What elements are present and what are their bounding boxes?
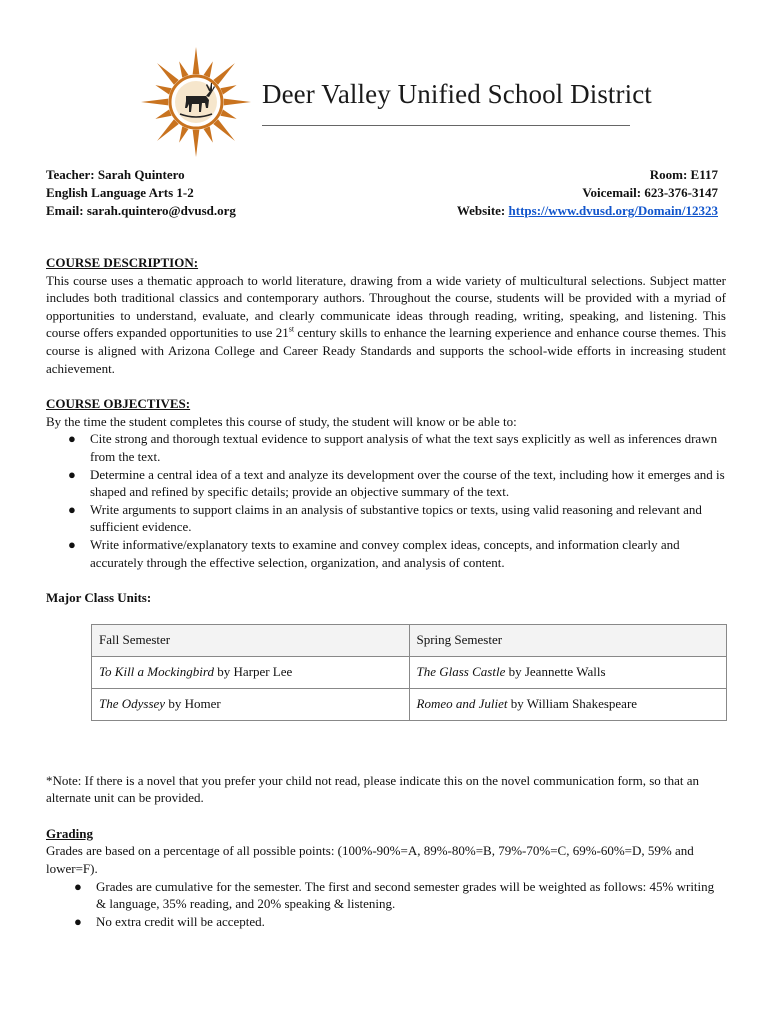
contact-info [457, 166, 718, 220]
table-row [92, 656, 727, 688]
course-description-text-part2: century skills to enhance the learning experience and enhance course themes. This course is aligned with Arizona College and Career Ready Standards and supports the school-wide efforts in increasing student achievement. [46, 325, 727, 376]
teacher-info [46, 166, 236, 220]
spring-unit-author: by Jeannette Walls [505, 664, 606, 680]
ordinal-suffix: st [288, 325, 295, 335]
course-description-text-part1: This course uses a thematic approach to world literature, drawing from a wide variety of multicultural selections. Subject matter includes both traditional classics and contemporary authors. Throughout the course, students will be provided with a myriad of opportunities to understand, evaluate, and clearly communicate ideas through reading, writing, speaking, and listening. This course offers expanded opportunities to use 21 [46, 272, 726, 341]
fall-unit-cell [92, 656, 410, 688]
objective-text: Determine a central idea of a text and analyze its development over the course of the text, including how it emerges and is shaped and refined by specific details; provide an objective summary of the text. [90, 466, 725, 500]
spring-unit-title: Romeo and Juliet [416, 696, 508, 712]
website-label: Website: [456, 203, 509, 218]
sun-ray-icon [224, 99, 251, 106]
district-logo [140, 46, 652, 158]
fall-semester-header: Fall Semester [92, 624, 410, 656]
sun-ray-icon [179, 61, 188, 77]
course-description-heading: COURSE DESCRIPTION: [46, 255, 199, 270]
sun-deer-logo-icon [140, 46, 252, 158]
spring-unit-author: by William Shakespeare [507, 696, 638, 712]
bullet-icon: ● [68, 536, 76, 552]
header-divider [262, 125, 630, 126]
grading-list [46, 878, 726, 931]
bullet-icon: ● [68, 501, 76, 517]
sun-ray-icon [213, 63, 235, 85]
sun-ray-icon [157, 63, 179, 85]
objective-item [46, 466, 726, 501]
course-name: English Language Arts 1-2 [46, 185, 194, 200]
table-row [92, 688, 727, 720]
units-table [91, 624, 727, 721]
spring-unit-title: The Glass Castle [416, 664, 506, 680]
units-table-header-row [92, 624, 727, 656]
novel-note: *Note: If there is a novel that you prefer your child not read, please indicate this on the novel communication form, so that an alternate unit can be provided. [46, 772, 700, 806]
course-description-text [46, 272, 726, 378]
bullet-icon: ● [68, 431, 76, 447]
grading-intro: Grades are based on a percentage of all possible points: (100%-90%=A, 89%-80%=B, 79%-70%=C, 69%-60%=D, 59% and lower=F). [46, 843, 694, 877]
bullet-icon: ● [74, 913, 82, 929]
spring-semester-header: Spring Semester [409, 624, 727, 656]
sun-ray-icon [157, 119, 179, 141]
website-link[interactable]: https://www.dvusd.org/Domain/12323 [508, 203, 718, 218]
objective-item [46, 430, 726, 465]
sun-ray-icon [204, 126, 213, 142]
bullet-icon: ● [68, 466, 76, 482]
grading-item [46, 878, 726, 913]
sun-ray-icon [220, 110, 236, 119]
teacher-email-line [46, 202, 236, 220]
bullet-icon: ● [74, 878, 82, 894]
main-content [46, 254, 726, 930]
grading-text: Grades are cumulative for the semester. The first and second semester grades will be weighted as follows: 45% writing & language, 35% reading, and 20% speaking & listening. [96, 878, 715, 912]
email-address: sarah.quintero@dvusd.org [86, 203, 236, 218]
district-name: Deer Valley Unified School District [262, 79, 652, 109]
course-objectives-intro: By the time the student completes this course of study, the student will know or be able to: [46, 413, 517, 429]
grading-item [46, 913, 726, 931]
major-class-units-heading: Major Class Units: [46, 590, 152, 606]
sun-ray-icon [179, 126, 188, 142]
sun-ray-icon [155, 85, 171, 94]
fall-unit-author: by Homer [165, 696, 221, 712]
sun-ray-icon [141, 99, 168, 106]
fall-unit-title: The Odyssey [99, 696, 166, 712]
fall-unit-title: To Kill a Mockingbird [99, 664, 214, 680]
objective-item [46, 501, 726, 536]
objectives-list [46, 430, 726, 571]
voicemail-number: Voicemail: 623-376-3147 [582, 185, 718, 200]
website-line [457, 202, 718, 220]
teacher-name: Teacher: Sarah Quintero [46, 167, 185, 182]
email-label: Email: [46, 203, 87, 218]
sun-ray-icon [204, 61, 213, 77]
objective-text: Write arguments to support claims in an analysis of substantive topics or texts, using valid reasoning and relevant and sufficient evidence. [90, 501, 702, 535]
spring-unit-cell [409, 688, 727, 720]
sun-ray-icon [193, 130, 200, 157]
course-objectives-heading: COURSE OBJECTIVES: [46, 396, 191, 412]
objective-item [46, 536, 726, 571]
sun-ray-icon [155, 110, 171, 119]
grading-heading: Grading [46, 825, 93, 841]
sun-ray-icon [193, 47, 200, 74]
fall-unit-cell [92, 688, 410, 720]
fall-unit-author: by Harper Lee [213, 664, 293, 680]
sun-ray-icon [220, 85, 236, 94]
room-number: Room: E117 [649, 167, 718, 182]
sun-ray-icon [213, 119, 235, 141]
objective-text: Cite strong and thorough textual evidence to support analysis of what the text says explicitly as well as inferences drawn from the text. [90, 431, 718, 464]
grading-text: No extra credit will be accepted. [96, 913, 265, 929]
objective-text: Write informative/explanatory texts to examine and convey complex ideas, concepts, and information clearly and accurately through the effective selection, organization, and analysis of content. [90, 536, 680, 570]
spring-unit-cell [409, 656, 727, 688]
